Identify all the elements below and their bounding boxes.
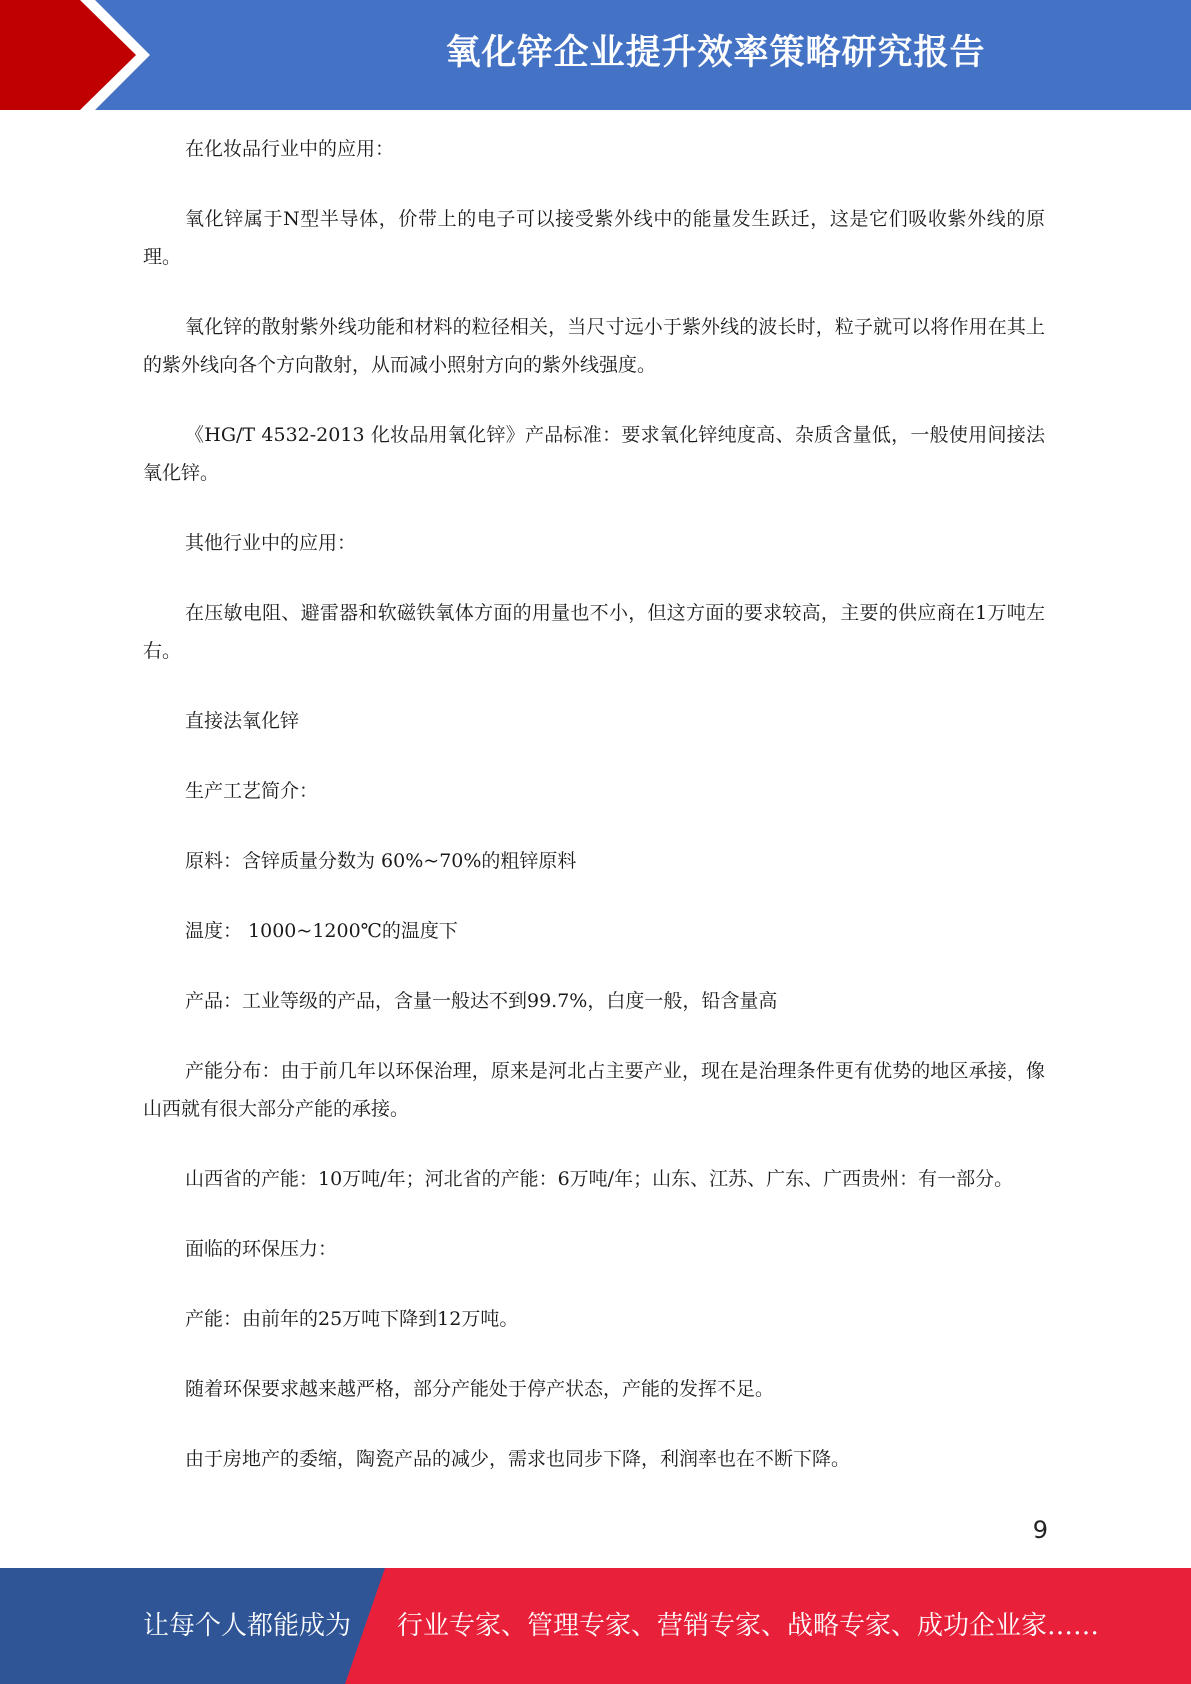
page-number: 9	[1032, 1516, 1048, 1544]
header-arrow-decoration	[0, 0, 150, 110]
paragraph: 其他行业中的应用：	[185, 532, 357, 554]
paragraph: 面临的环保压力：	[185, 1238, 338, 1260]
paragraph: 氧化锌的散射紫外线功能和材料的粒径相关，当尺寸远小于紫外线的波长时，粒子就可以将作用在其上的紫外线向各个方向散射，从而减小照射方向的紫外线强度。	[143, 316, 1045, 376]
paragraph: 产能分布：由于前几年以环保治理，原来是河北占主要产业，现在是治理条件更有优势的地区承接，像山西就有很大部分产能的承接。	[143, 1060, 1045, 1120]
paragraph: 在压敏电阻、避雷器和软磁铁氧体方面的用量也不小，但这方面的要求较高，主要的供应商在1万吨左右。	[143, 602, 1045, 662]
document-body	[143, 130, 1045, 1510]
paragraph: 产能：由前年的25万吨下降到12万吨。	[185, 1308, 519, 1330]
footer-slogan-right: 行业专家、管理专家、营销专家、战略专家、成功企业家……	[397, 1611, 1100, 1641]
paragraph: 《HG/T 4532-2013 化妆品用氧化锌》产品标准：要求氧化锌纯度高、杂质含量低，一般使用间接法氧化锌。	[143, 424, 1045, 484]
paragraph: 氧化锌属于N型半导体，价带上的电子可以接受紫外线中的能量发生跃迁，这是它们吸收紫外线的原理。	[143, 208, 1045, 268]
page-header	[0, 0, 1191, 110]
paragraph: 山西省的产能：10万吨/年；河北省的产能：6万吨/年；山东、江苏、广东、广西贵州：有一部分。	[185, 1168, 1014, 1190]
paragraph: 由于房地产的委缩，陶瓷产品的减少，需求也同步下降，利润率也在不断下降。	[185, 1448, 851, 1470]
paragraph: 在化妆品行业中的应用：	[185, 138, 395, 160]
paragraph: 产品：工业等级的产品，含量一般达不到99.7%，白度一般，铅含量高	[185, 990, 778, 1012]
footer-slogan-left: 让每个人都能成为	[143, 1611, 352, 1641]
report-title: 氧化锌企业提升效率策略研究报告	[445, 33, 986, 73]
page-footer	[0, 1568, 1191, 1684]
paragraph: 随着环保要求越来越严格，部分产能处于停产状态，产能的发挥不足。	[185, 1378, 775, 1400]
paragraph: 生产工艺简介：	[185, 780, 319, 802]
paragraph: 温度： 1000~1200℃的温度下	[185, 920, 458, 942]
paragraph: 原料：含锌质量分数为 60%~70%的粗锌原料	[185, 850, 577, 872]
paragraph: 直接法氧化锌	[185, 710, 300, 732]
